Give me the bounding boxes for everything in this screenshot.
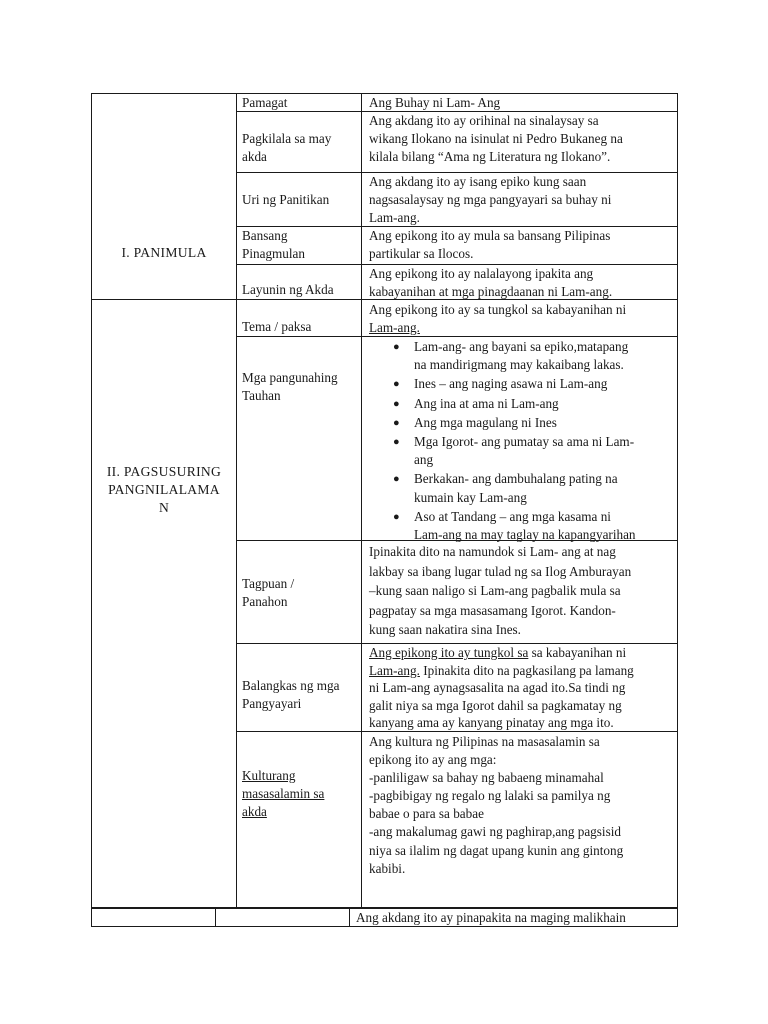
section-panimula: I. PANIMULA <box>121 245 207 260</box>
list-item: ● Lam-ang- ang bayani sa epiko,matapang na mandirigmang may kakaibang lakas. <box>393 339 629 373</box>
list-item: ● Ines – ang naging asawa ni Lam-ang <box>368 375 672 393</box>
section-pagsusuri <box>92 463 236 517</box>
next-table-left <box>91 909 92 927</box>
value-layunin: Ang epikong ito ay nalalayong ipakita ang kabayanihan at mga pinagdaanan ni Lam-ang. <box>369 266 613 300</box>
tauhan-list <box>368 338 672 545</box>
label-pamagat: Pamagat <box>242 95 288 110</box>
value-tagpuan: Ipinakita dito na namundok si Lam- ang at nag lakbay sa ibang lugar tulad ng sa Ilog Amburayan –kung saan naligo si Lam-ang pagbalik mula sa pagpatay sa mga masasamang Igorot. Kandon- kung saan nakatira sina Ines. <box>369 544 632 638</box>
bullet-icon: ● <box>393 416 400 429</box>
list-item: ● Ang mga magulang ni Ines <box>368 414 672 432</box>
bullet-icon: ● <box>393 473 400 486</box>
value-bansa: Ang epikong ito ay mula sa bansang Pilipinas partikular sa Ilocos. <box>369 228 611 262</box>
column-divider-2 <box>361 93 362 909</box>
list-item: ● Aso at Tandang – ang mga kasama ni Lam-ang na may taglay na kapangyarihan <box>393 508 636 543</box>
label-tauhan: Mga pangunahing Tauhan <box>242 370 338 404</box>
label-kultura: Kulturang masasalamin sa akda <box>242 768 325 820</box>
bullet-icon: ● <box>393 510 400 523</box>
label-balangkas: Balangkas ng mga Pangyayari <box>242 678 340 712</box>
bullet-icon: ● <box>393 436 400 449</box>
label-layunin: Layunin ng Akda <box>242 282 334 297</box>
label-tagpuan: Tagpuan / Panahon <box>242 576 295 610</box>
value-last-row: Ang akdang ito ay pinapakita na maging malikhain <box>356 910 626 925</box>
value-balangkas: Ang epikong ito ay tungkol sa sa kabayanihan ni Lam-ang. Ipinakita dito na pagkasilang pa lamang ni Lam-ang aynagsasalita na agad ito.Sa tindi ng galit niya sa mga Igorot dahil sa pagkamatay ng kanyang ama ay kanyang pinatay ang mga ito. <box>369 645 634 731</box>
next-table-divider-1 <box>215 909 216 927</box>
section-pagsusuri-line2: PANGNILALAMA <box>108 482 220 497</box>
label-uri: Uri ng Panitikan <box>242 192 330 207</box>
value-uri: Ang akdang ito ay isang epiko kung saan nagsasalaysay ng mga pangyayari sa buhay ni Lam-ang. <box>369 174 612 226</box>
list-item: ● Mga Igorot- ang pumatay sa ama ni Lam- ang <box>393 434 635 468</box>
list-item: ● Berkakan- ang dambuhalang pating na kumain kay Lam-ang <box>393 471 618 505</box>
section-pagsusuri-line3: N <box>158 500 170 515</box>
value-pagkilala: Ang akdang ito ay orihinal na sinalaysay sa wikang Ilokano na isinulat ni Pedro Bukaneg na kilala bilang “Ama ng Literatura ng Ilokano”. <box>369 113 623 165</box>
list-item: ● Ang ina at ama ni Lam-ang <box>368 395 672 413</box>
bullet-icon: ● <box>393 341 400 353</box>
column-divider-1 <box>236 93 237 909</box>
bullet-icon: ● <box>393 378 400 391</box>
bullet-icon: ● <box>393 397 400 410</box>
next-table-divider-2 <box>349 909 350 927</box>
label-tema: Tema / paksa <box>242 319 312 334</box>
table-border-right <box>677 93 678 909</box>
label-pagkilala: Pagkilala sa may akda <box>242 131 332 165</box>
value-pamagat: Ang Buhay ni Lam- Ang <box>369 95 501 110</box>
value-kultura: Ang kultura ng Pilipinas na masasalamin sa epikong ito ay ang mga: -panliligaw sa bahay ng babaeng minamahal -pagbibigay ng regalo ng lalaki sa pamilya ng babae o para sa babae -ang makalumag gawi ng paghirap,ang pagsisid niya sa ilalim ng dagat upang kunin ang gintong kabibi. <box>369 734 624 876</box>
section-pagsusuri-line1: II. PAGSUSURING <box>106 464 222 479</box>
label-bansa: Bansang Pinagmulan <box>242 228 306 262</box>
value-tema: Ang epikong ito ay sa tungkol sa kabayanihan ni Lam-ang. <box>369 302 627 336</box>
